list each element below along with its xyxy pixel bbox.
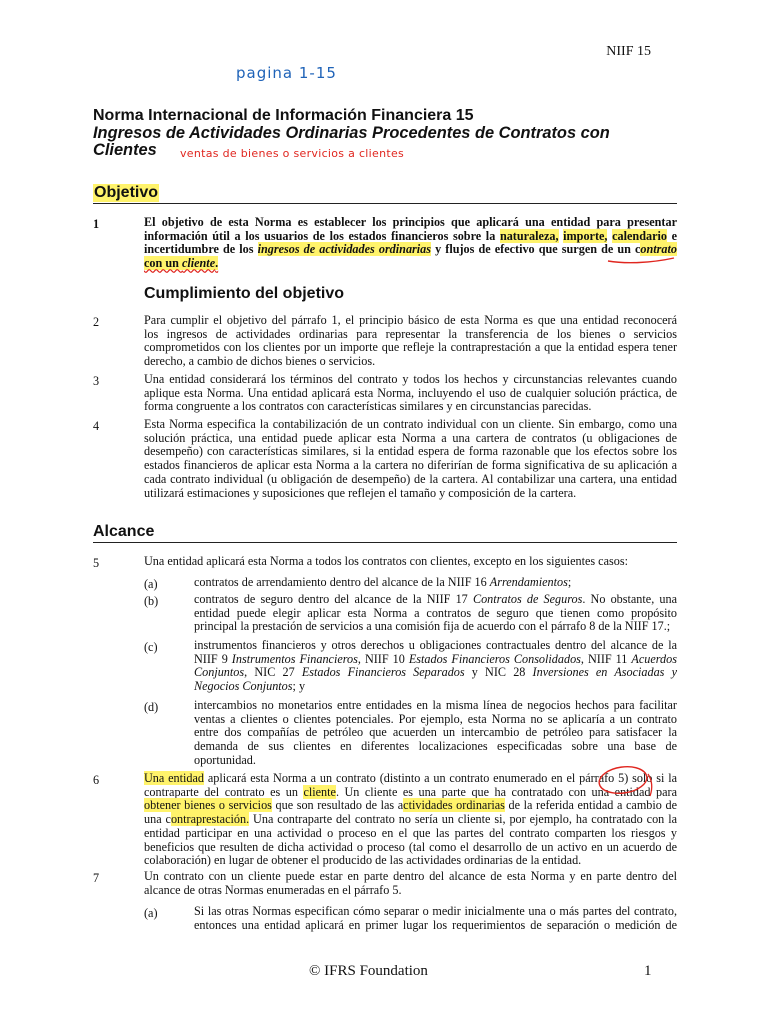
paragraph-line: NIIF 9 Instrumentos Financieros, NIIF 10 Estados Financieros Consolidados, NIIF 11 Acuerdos (194, 651, 677, 666)
paragraph-line: Una entidad considerará los términos del contrato y todos los hechos y circunstancias relevantes cuando (144, 372, 677, 386)
paragraph-line: intercambios no monetarios entre entidades en la misma línea de negocios hechos para facilitar (194, 698, 677, 712)
paragraph-line: información útil a los usuarios de los estados financieros sobre la naturaleza, importe, calendario e (144, 228, 678, 243)
section-rule (93, 203, 677, 204)
paragraph-line: Un contrato con un cliente puede estar en parte dentro del alcance de esta Norma y en parte dentro del (144, 869, 677, 883)
handwritten-page-note: pagina 1-15 (236, 64, 337, 82)
handwritten-title-note: ventas de bienes o servicios a clientes (180, 147, 405, 160)
paragraph-line: demanda de sus clientes en diferentes localizaciones especificadas sobre una base de (194, 739, 677, 754)
item-label: (a) (144, 906, 158, 920)
paragraph-line (144, 257, 677, 271)
paragraph-line: solución práctica, una entidad puede aplicar esta Norma a una cartera de contratos (u obligaciones de (144, 430, 677, 445)
paragraph-line: derecho, a cambio de dichos bienes o servicios. (144, 354, 376, 369)
paragraph-line: principal la prestación de servicios a una comisión fija de acuerdo con el párrafo 8 de la NIIF 17.; (194, 619, 671, 634)
paragraph-line: una contraprestación. Una contraparte del contrato no sería un cliente si, por ejemplo, ha contratado con la (144, 812, 677, 827)
paragraph-number: 5 (93, 556, 100, 570)
paragraph-line: contratos de seguro dentro del alcance de la NIIF 17 Contratos de Seguros. No obstante, una (194, 592, 677, 606)
item-label: (c) (144, 640, 158, 654)
paragraph-number: 7 (93, 871, 100, 885)
paragraph-number: 2 (93, 315, 100, 329)
paragraph-line: comprometidos con los clientes por un importe que refleje la contraprestación a que la entidad espera tener (144, 340, 677, 355)
paragraph-5-intro: Una entidad aplicará esta Norma a todos los contratos con clientes, excepto en los siguientes casos: (144, 554, 628, 568)
paragraph-line: alcance de otras Normas enumeradas en el párrafo 5. (144, 882, 402, 897)
highlight: ctividades ordinarias (403, 798, 505, 813)
highlight: calendario (612, 228, 667, 243)
paragraph-line: ventas a clientes o clientes potenciales. Por ejemplo, esta Norma no se aplicaría a un contrato (194, 711, 677, 726)
paragraph-line: obtener bienes o servicios que son resultado de las actividades ordinarias de la referida entidad a cambio de (144, 798, 677, 813)
standard-title: Norma Internacional de Información Financiera 15 (93, 107, 474, 124)
highlight: naturaleza, (499, 228, 559, 243)
paragraph-2 (144, 314, 677, 369)
item-label: (a) (144, 577, 158, 591)
paragraph-number: 1 (93, 217, 100, 231)
standard-subtitle-line2: Clientes (93, 141, 157, 159)
highlight: con un cliente. (144, 256, 219, 271)
paragraph-line: cada contrato individual (u obligación de desempeño) de la cartera. Al contabilizar una cartera, una entidad (144, 471, 677, 486)
paragraph-line: utilizará estimaciones y suposiciones que reflejen el tamaño y composición de la cartera. (144, 485, 577, 500)
paragraph-line: entidad participar en una actividad o proceso en el que las partes del contrato comparten los riesgos y (144, 825, 677, 840)
highlight: ingresos de actividades ordinarias (257, 242, 431, 257)
paragraph-line: aplique esta Norma. Una entidad aplicará esta Norma, incluyendo el uso de cualquier solución práctica, de (144, 385, 677, 400)
doc-code: NIIF 15 (606, 44, 651, 59)
highlight: obtener bienes o servicios (144, 798, 272, 813)
paragraph-1 (144, 216, 677, 271)
paragraph-line: los ingresos de actividades ordinarias para representar la transferencia de los bienes o servicios (144, 326, 677, 341)
item-5c (194, 639, 677, 694)
item-5b (194, 593, 677, 634)
highlight: importe, (563, 228, 608, 243)
section-heading-objetivo: Objetivo (94, 184, 159, 201)
paragraph-line: Negocios Conjuntos; y (194, 679, 306, 694)
paragraph-line: contraparte del contrato es un cliente. Un cliente es una parte que ha contratado con una entidad para (144, 784, 677, 799)
section-heading-alcance: Alcance (93, 523, 155, 540)
item-5a: contratos de arrendamiento dentro del alcance de la NIIF 16 Arrendamientos; (194, 575, 572, 589)
paragraph-line: Una entidad aplicará esta Norma a un contrato (distinto a un contrato enumerado en el párrafo 5) solo si la (144, 771, 677, 785)
item-5d (194, 699, 677, 768)
paragraph-line: estados financieros de aplicar esta Norma a la cartera no diferirían de forma significativa de su aplicación a (144, 458, 677, 473)
highlight: ontraprestación. (170, 812, 250, 827)
highlight: ontrato (640, 242, 677, 257)
paragraph-4 (144, 418, 677, 500)
paragraph-line: entidad puede elegir aplicar esta Norma a contratos de seguro que tienen como propósito (194, 605, 677, 620)
paragraph-number: 3 (93, 374, 100, 388)
paragraph-line: entre dos compañías de petróleo que acuerden un intercambio de petróleo para satisfacer la (194, 725, 677, 740)
handwritten-circle-mark (590, 760, 670, 800)
paragraph-7 (144, 870, 677, 897)
paragraph-line: Conjuntos, NIC 27 Estados Financieros Separados y NIC 28 Inversiones en Asociadas y (194, 665, 677, 680)
paragraph-number: 6 (93, 773, 100, 787)
paragraph-line: Si las otras Normas especifican cómo separar o medir inicialmente una o más partes del contrato, (194, 904, 677, 918)
highlight: cliente (303, 784, 336, 799)
paragraph-line: beneficios que resulten de dicha actividad o proceso (tal como el desarrollo de un activo en un acuerdo de (144, 839, 677, 854)
standard-subtitle-line1: Ingresos de Actividades Ordinarias Procedentes de Contratos con (93, 124, 610, 142)
paragraph-line: instrumentos financieros y otros derechos u obligaciones contractuales dentro del alcance de la (194, 638, 677, 652)
item-7a (194, 905, 677, 932)
paragraph-line: colaboración) en lugar de obtener el producido de las actividades ordinarias de la entidad. (144, 853, 582, 868)
paragraph-line: entonces una entidad aplicará en primer lugar los requerimientos de separación o medición de (194, 917, 677, 932)
paragraph-line: oportunidad. (194, 752, 256, 767)
paragraph-line: incertidumbre de los ingresos de actividades ordinarias y flujos de efectivo que surgen de un contrato (144, 242, 677, 257)
footer-copyright: © IFRS Foundation (309, 963, 428, 979)
item-label: (d) (144, 700, 159, 714)
section-rule (93, 542, 677, 543)
page-number: 1 (644, 963, 652, 979)
paragraph-line: desempeño) con características similares, si la entidad espera de forma razonable que los efectos sobre los (144, 444, 677, 459)
paragraph-line: Esta Norma especifica la contabilización de un contrato individual con un cliente. Sin embargo, como una (144, 417, 677, 431)
paragraph-line: forma congruente a los contratos con características similares y en circunstancias parecidas. (144, 399, 592, 414)
item-label: (b) (144, 594, 159, 608)
paragraph-number: 4 (93, 419, 100, 433)
section-heading-cumplimiento: Cumplimiento del objetivo (144, 285, 345, 302)
paragraph-line: El objetivo de esta Norma es establecer los principios que aplicará una entidad para presentar (144, 215, 677, 229)
paragraph-line: Para cumplir el objetivo del párrafo 1, el principio básico de esta Norma es que una entidad reconocerá (144, 313, 677, 327)
handwritten-underline-mark (606, 250, 676, 264)
paragraph-3 (144, 373, 677, 414)
highlight: Una entidad (144, 771, 205, 785)
